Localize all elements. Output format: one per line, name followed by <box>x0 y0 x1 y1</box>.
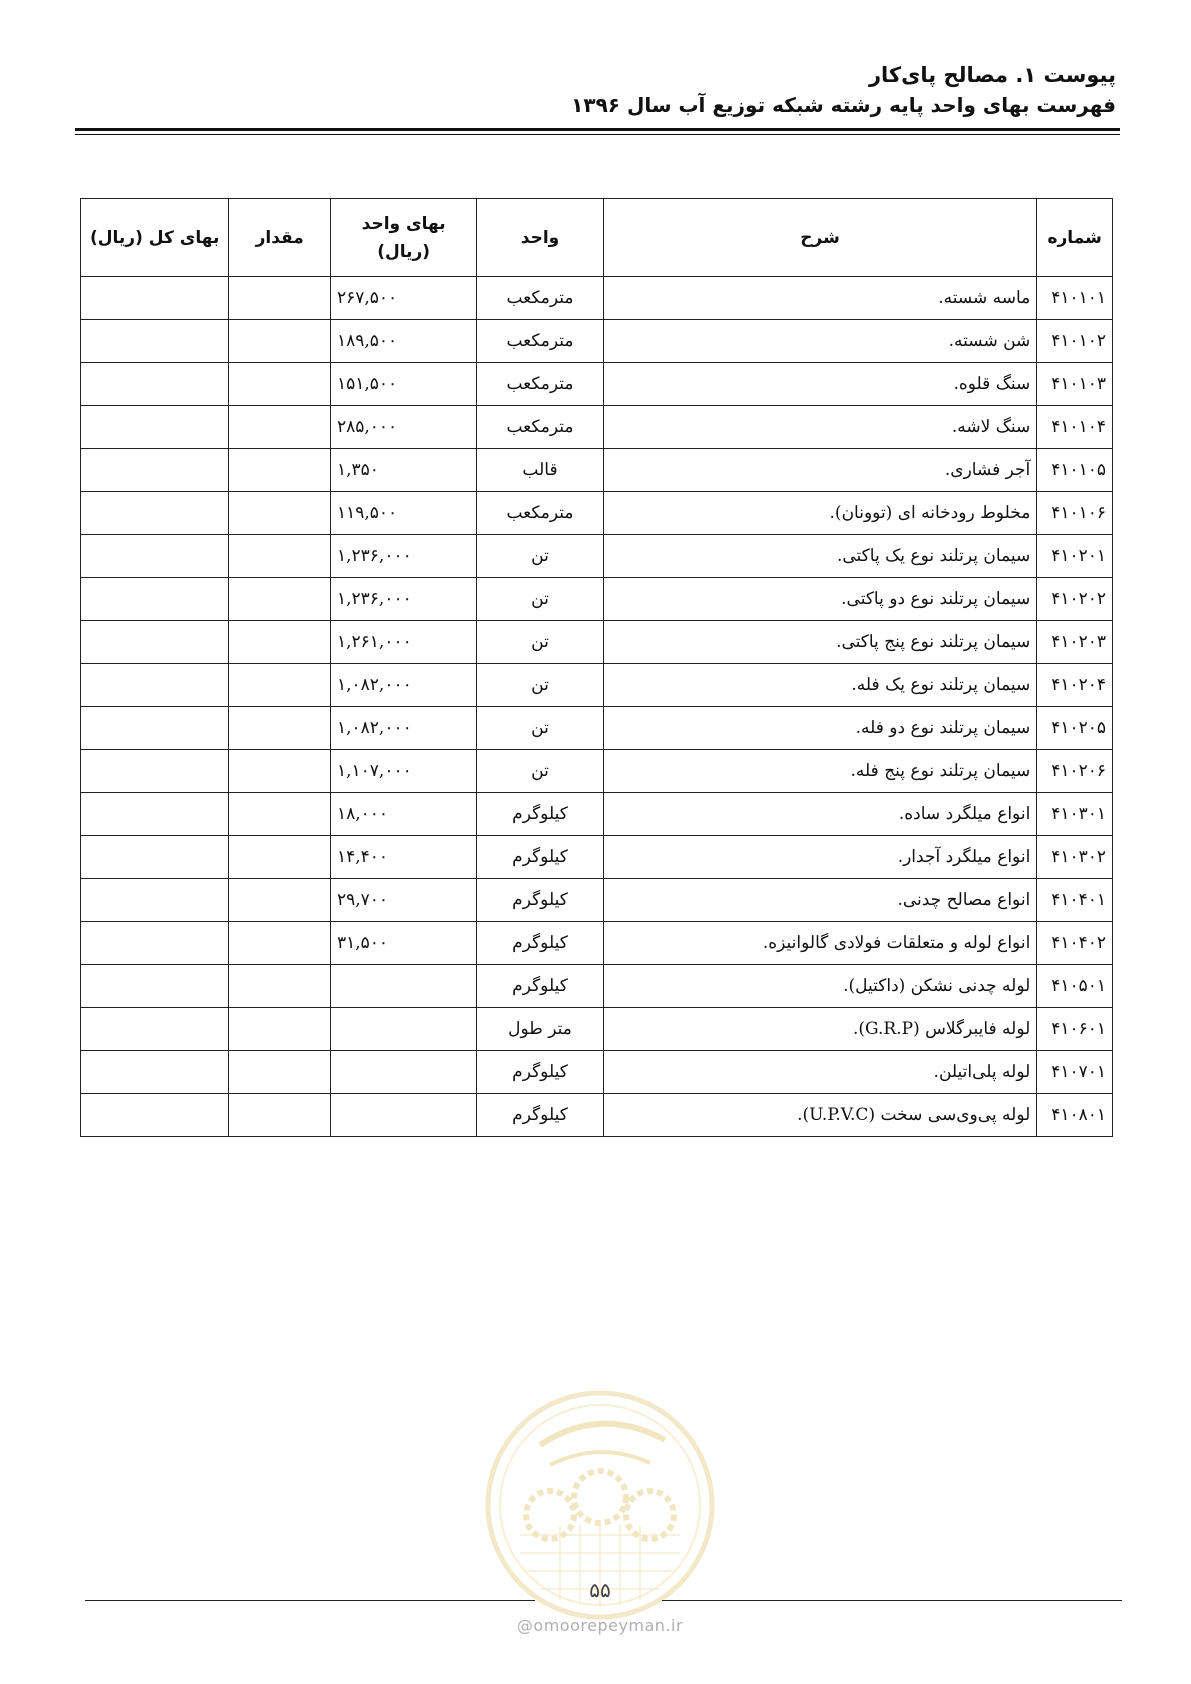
cell-quantity <box>229 320 331 363</box>
footer-divider-right <box>662 1600 1122 1601</box>
cell-description: سیمان پرتلند نوع پنج پاکتی. <box>603 621 1037 664</box>
header-unit-price-currency: (ریال) <box>377 241 431 262</box>
cell-unit-price: ۱۴,۴۰۰ <box>331 836 477 879</box>
cell-description: لوله فایبرگلاس (G.R.P). <box>603 1008 1037 1051</box>
table-body <box>81 277 1113 1137</box>
header-description: شرح <box>603 199 1037 277</box>
cell-unit: کیلوگرم <box>477 965 604 1008</box>
cell-unit-price: ۱۵۱,۵۰۰ <box>331 363 477 406</box>
cell-total-price <box>81 406 229 449</box>
cell-unit: تن <box>477 707 604 750</box>
table-row <box>81 492 1113 535</box>
cell-total-price <box>81 363 229 406</box>
cell-code: ۴۱۰۲۰۳ <box>1037 621 1113 664</box>
cell-description: سیمان پرتلند نوع یک فله. <box>603 664 1037 707</box>
table-row <box>81 836 1113 879</box>
cell-total-price <box>81 1051 229 1094</box>
cell-quantity <box>229 492 331 535</box>
table-row <box>81 363 1113 406</box>
header-quantity: مقدار <box>229 199 331 277</box>
cell-code: ۴۱۰۲۰۱ <box>1037 535 1113 578</box>
cell-description: سیمان پرتلند نوع دو پاکتی. <box>603 578 1037 621</box>
cell-code: ۴۱۰۳۰۱ <box>1037 793 1113 836</box>
cell-unit-price: ۳۱,۵۰۰ <box>331 922 477 965</box>
table-row <box>81 277 1113 320</box>
cell-quantity <box>229 793 331 836</box>
cell-unit: کیلوگرم <box>477 879 604 922</box>
cell-quantity <box>229 922 331 965</box>
cell-unit-price: ۱,۱۰۷,۰۰۰ <box>331 750 477 793</box>
table-row <box>81 707 1113 750</box>
cell-total-price <box>81 836 229 879</box>
cell-unit-price: ۱۱۹,۵۰۰ <box>331 492 477 535</box>
cell-code: ۴۱۰۸۰۱ <box>1037 1094 1113 1137</box>
cell-quantity <box>229 449 331 492</box>
cell-description: سیمان پرتلند نوع یک پاکتی. <box>603 535 1037 578</box>
cell-quantity <box>229 277 331 320</box>
cell-quantity <box>229 1008 331 1051</box>
header-divider-thick <box>75 128 1120 131</box>
cell-total-price <box>81 664 229 707</box>
cell-total-price <box>81 793 229 836</box>
footer-divider-left <box>85 1600 535 1601</box>
cell-unit: مترمکعب <box>477 277 604 320</box>
cell-unit: کیلوگرم <box>477 836 604 879</box>
cell-unit-price <box>331 1008 477 1051</box>
cell-description: لوله چدنی نشکن (داکتیل). <box>603 965 1037 1008</box>
cell-quantity <box>229 535 331 578</box>
cell-quantity <box>229 621 331 664</box>
cell-total-price <box>81 922 229 965</box>
table-row <box>81 449 1113 492</box>
appendix-title: پیوست ۱. مصالح پای‌کار <box>868 63 1116 87</box>
cell-total-price <box>81 277 229 320</box>
cell-unit-price: ۱۸۹,۵۰۰ <box>331 320 477 363</box>
cell-total-price <box>81 449 229 492</box>
cell-code: ۴۱۰۱۰۵ <box>1037 449 1113 492</box>
cell-unit: تن <box>477 664 604 707</box>
cell-description: شن شسته. <box>603 320 1037 363</box>
cell-code: ۴۱۰۱۰۴ <box>1037 406 1113 449</box>
cell-description: سنگ لاشه. <box>603 406 1037 449</box>
header-unit-price <box>331 199 477 277</box>
cell-code: ۴۱۰۱۰۶ <box>1037 492 1113 535</box>
cell-code: ۴۱۰۴۰۱ <box>1037 879 1113 922</box>
cell-total-price <box>81 1094 229 1137</box>
table-row <box>81 621 1113 664</box>
table-row <box>81 578 1113 621</box>
cell-code: ۴۱۰۲۰۲ <box>1037 578 1113 621</box>
document-title: فهرست بهای واحد پایه رشته شبکه توزیع آب سال ۱۳۹۶ <box>571 93 1116 117</box>
cell-quantity <box>229 578 331 621</box>
page-header <box>76 60 1116 120</box>
table-row <box>81 1008 1113 1051</box>
cell-unit: کیلوگرم <box>477 1051 604 1094</box>
cell-code: ۴۱۰۶۰۱ <box>1037 1008 1113 1051</box>
table-header-row <box>81 199 1113 277</box>
cell-quantity <box>229 664 331 707</box>
cell-unit: تن <box>477 750 604 793</box>
cell-unit: کیلوگرم <box>477 922 604 965</box>
cell-unit-price: ۱,۲۶۱,۰۰۰ <box>331 621 477 664</box>
cell-unit-price: ۲۹,۷۰۰ <box>331 879 477 922</box>
website-watermark: @omoorepeyman.ir <box>516 1616 684 1635</box>
cell-total-price <box>81 1008 229 1051</box>
cell-unit: تن <box>477 621 604 664</box>
cell-unit: تن <box>477 578 604 621</box>
cell-description: مخلوط رودخانه ای (توونان). <box>603 492 1037 535</box>
cell-total-price <box>81 578 229 621</box>
cell-quantity <box>229 750 331 793</box>
cell-code: ۴۱۰۳۰۲ <box>1037 836 1113 879</box>
cell-code: ۴۱۰۱۰۲ <box>1037 320 1113 363</box>
cell-unit-price: ۱,۰۸۲,۰۰۰ <box>331 707 477 750</box>
cell-total-price <box>81 535 229 578</box>
table-row <box>81 1051 1113 1094</box>
cell-description: انواع میلگرد ساده. <box>603 793 1037 836</box>
cell-total-price <box>81 492 229 535</box>
header-code: شماره <box>1037 199 1113 277</box>
cell-description: انواع میلگرد آجدار. <box>603 836 1037 879</box>
cell-unit-price: ۱,۲۳۶,۰۰۰ <box>331 578 477 621</box>
cell-quantity <box>229 1051 331 1094</box>
table-row <box>81 750 1113 793</box>
cell-unit-price <box>331 1051 477 1094</box>
cell-description: انواع لوله و متعلقات فولادی گالوانیزه. <box>603 922 1037 965</box>
cell-description: سیمان پرتلند نوع دو فله. <box>603 707 1037 750</box>
cell-quantity <box>229 879 331 922</box>
cell-description: سیمان پرتلند نوع پنج فله. <box>603 750 1037 793</box>
page-number: ۵۵ <box>589 1578 611 1602</box>
table-row <box>81 1094 1113 1137</box>
cell-quantity <box>229 406 331 449</box>
cell-code: ۴۱۰۱۰۱ <box>1037 277 1113 320</box>
cell-unit: مترمکعب <box>477 363 604 406</box>
cell-description: لوله پلی‌اتیلن. <box>603 1051 1037 1094</box>
cell-quantity <box>229 965 331 1008</box>
cell-unit: متر طول <box>477 1008 604 1051</box>
cell-unit-price: ۱,۲۳۶,۰۰۰ <box>331 535 477 578</box>
table-row <box>81 320 1113 363</box>
table-row <box>81 965 1113 1008</box>
cell-unit-price <box>331 1094 477 1137</box>
cell-unit: کیلوگرم <box>477 1094 604 1137</box>
cell-unit: مترمکعب <box>477 492 604 535</box>
cell-code: ۴۱۰۷۰۱ <box>1037 1051 1113 1094</box>
cell-unit-price: ۱,۳۵۰ <box>331 449 477 492</box>
table-row <box>81 664 1113 707</box>
header-total-price: بهای کل (ریال) <box>81 199 229 277</box>
cell-unit-price: ۱۸,۰۰۰ <box>331 793 477 836</box>
cell-description: ماسه شسته. <box>603 277 1037 320</box>
cell-unit-price: ۱,۰۸۲,۰۰۰ <box>331 664 477 707</box>
cell-unit: تن <box>477 535 604 578</box>
table-row <box>81 793 1113 836</box>
cell-total-price <box>81 320 229 363</box>
cell-quantity <box>229 1094 331 1137</box>
cell-description: آجر فشاری. <box>603 449 1037 492</box>
cell-total-price <box>81 879 229 922</box>
table-row <box>81 535 1113 578</box>
cell-unit-price: ۲۸۵,۰۰۰ <box>331 406 477 449</box>
cell-description: لوله پی‌وی‌سی سخت (U.P.V.C). <box>603 1094 1037 1137</box>
cell-code: ۴۱۰۲۰۵ <box>1037 707 1113 750</box>
cell-code: ۴۱۰۴۰۲ <box>1037 922 1113 965</box>
cell-unit: کیلوگرم <box>477 793 604 836</box>
table-row <box>81 406 1113 449</box>
header-unit: واحد <box>477 199 604 277</box>
cell-total-price <box>81 621 229 664</box>
cell-quantity <box>229 363 331 406</box>
price-list-table <box>80 198 1113 1137</box>
cell-total-price <box>81 707 229 750</box>
cell-total-price <box>81 750 229 793</box>
table-row <box>81 922 1113 965</box>
cell-unit: مترمکعب <box>477 406 604 449</box>
cell-code: ۴۱۰۲۰۶ <box>1037 750 1113 793</box>
cell-quantity <box>229 836 331 879</box>
header-divider-thin <box>75 134 1120 135</box>
cell-code: ۴۱۰۵۰۱ <box>1037 965 1113 1008</box>
cell-unit-price: ۲۶۷,۵۰۰ <box>331 277 477 320</box>
cell-total-price <box>81 965 229 1008</box>
cell-code: ۴۱۰۱۰۳ <box>1037 363 1113 406</box>
header-unit-price-label: بهای واحد <box>361 213 446 234</box>
cell-code: ۴۱۰۲۰۴ <box>1037 664 1113 707</box>
cell-description: انواع مصالح چدنی. <box>603 879 1037 922</box>
cell-unit: مترمکعب <box>477 320 604 363</box>
cell-quantity <box>229 707 331 750</box>
cell-description: سنگ قلوه. <box>603 363 1037 406</box>
table-row <box>81 879 1113 922</box>
cell-unit-price <box>331 965 477 1008</box>
cell-unit: قالب <box>477 449 604 492</box>
